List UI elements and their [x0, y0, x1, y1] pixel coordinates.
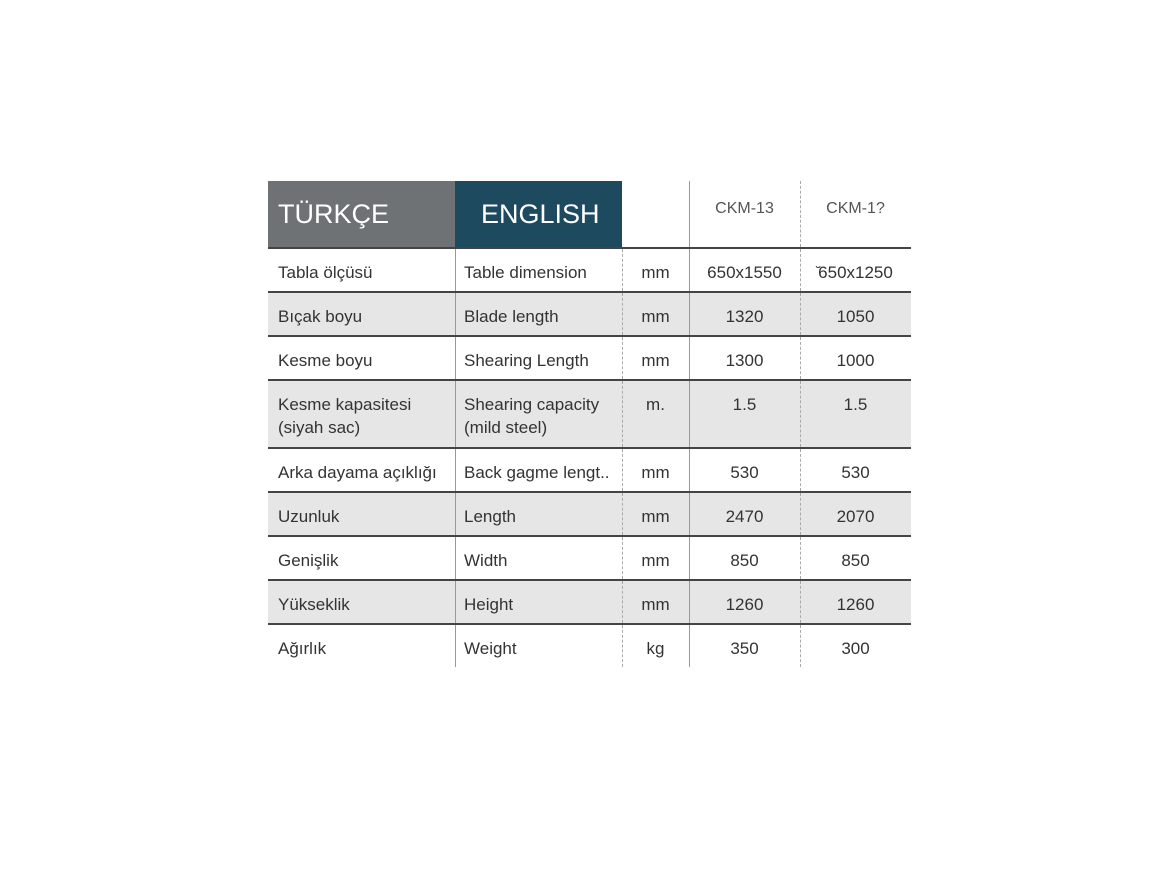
- spec-table: [268, 181, 911, 667]
- model-2-value: 300: [841, 639, 870, 658]
- model-2-value: 1050: [836, 307, 875, 326]
- model-header-1: CKM-13: [715, 200, 774, 217]
- english-cell: Height: [464, 595, 514, 614]
- english-cell: Width: [464, 551, 508, 570]
- model-header-2: CKM-1?: [826, 200, 885, 217]
- english-cell: Back gagme lengt..: [464, 463, 610, 482]
- english-cell: Shearing capacity (mild steel): [464, 395, 600, 437]
- turkish-cell: Kesme kapasitesi (siyah sac): [278, 395, 412, 437]
- model-1-value: 2470: [725, 507, 764, 526]
- model-2-value: 1.5: [843, 395, 868, 414]
- unit-cell: m.: [646, 395, 665, 414]
- table-row: [268, 493, 911, 537]
- model-2-value: 1260: [836, 595, 875, 614]
- table-row: [268, 537, 911, 581]
- turkish-cell: Yükseklik: [278, 595, 350, 614]
- unit-cell: mm: [641, 351, 670, 370]
- turkish-cell: Uzunluk: [278, 507, 340, 526]
- model-1-value: 1300: [725, 351, 764, 370]
- model-1-value: 650x1550: [707, 263, 782, 282]
- table-row: [268, 581, 911, 625]
- unit-cell: mm: [641, 307, 670, 326]
- table-row: [268, 625, 911, 667]
- model-1-value: 1260: [725, 595, 764, 614]
- table-body: [268, 249, 911, 667]
- english-cell: Blade length: [464, 307, 559, 326]
- english-column-header: ENGLISH: [455, 181, 622, 247]
- unit-cell: mm: [641, 463, 670, 482]
- model-2-value: 850: [841, 551, 870, 570]
- turkish-cell: Arka dayama açıklığı: [278, 463, 437, 482]
- table-header: [268, 181, 911, 249]
- model-2-value: 2070: [836, 507, 875, 526]
- model-1-value: 1320: [725, 307, 764, 326]
- model-1-value: 1.5: [732, 395, 757, 414]
- model-2-value: ̆650x1250: [818, 263, 893, 282]
- english-cell: Table dimension: [464, 263, 587, 282]
- unit-cell: kg: [646, 639, 665, 658]
- unit-cell: mm: [641, 551, 670, 570]
- turkish-cell: Genişlik: [278, 551, 339, 570]
- model-2-value: 530: [841, 463, 870, 482]
- table-row: [268, 293, 911, 337]
- model-1-value: 850: [730, 551, 759, 570]
- model-1-value: 530: [730, 463, 759, 482]
- table-row: [268, 337, 911, 381]
- turkish-cell: Ağırlık: [278, 639, 327, 658]
- turkish-cell: Bıçak boyu: [278, 307, 363, 326]
- model-1-value: 350: [730, 639, 759, 658]
- english-cell: Shearing Length: [464, 351, 589, 370]
- turkish-cell: Kesme boyu: [278, 351, 373, 370]
- table-row: [268, 449, 911, 493]
- unit-cell: mm: [641, 507, 670, 526]
- turkish-cell: Tabla ölçüsü: [278, 263, 373, 282]
- table-row: [268, 381, 911, 449]
- table-row: [268, 249, 911, 293]
- english-cell: Weight: [464, 639, 517, 658]
- model-2-value: 1000: [836, 351, 875, 370]
- unit-cell: mm: [641, 595, 670, 614]
- unit-cell: mm: [641, 263, 670, 282]
- english-cell: Length: [464, 507, 516, 526]
- turkish-column-header: TÜRKÇE: [268, 181, 455, 247]
